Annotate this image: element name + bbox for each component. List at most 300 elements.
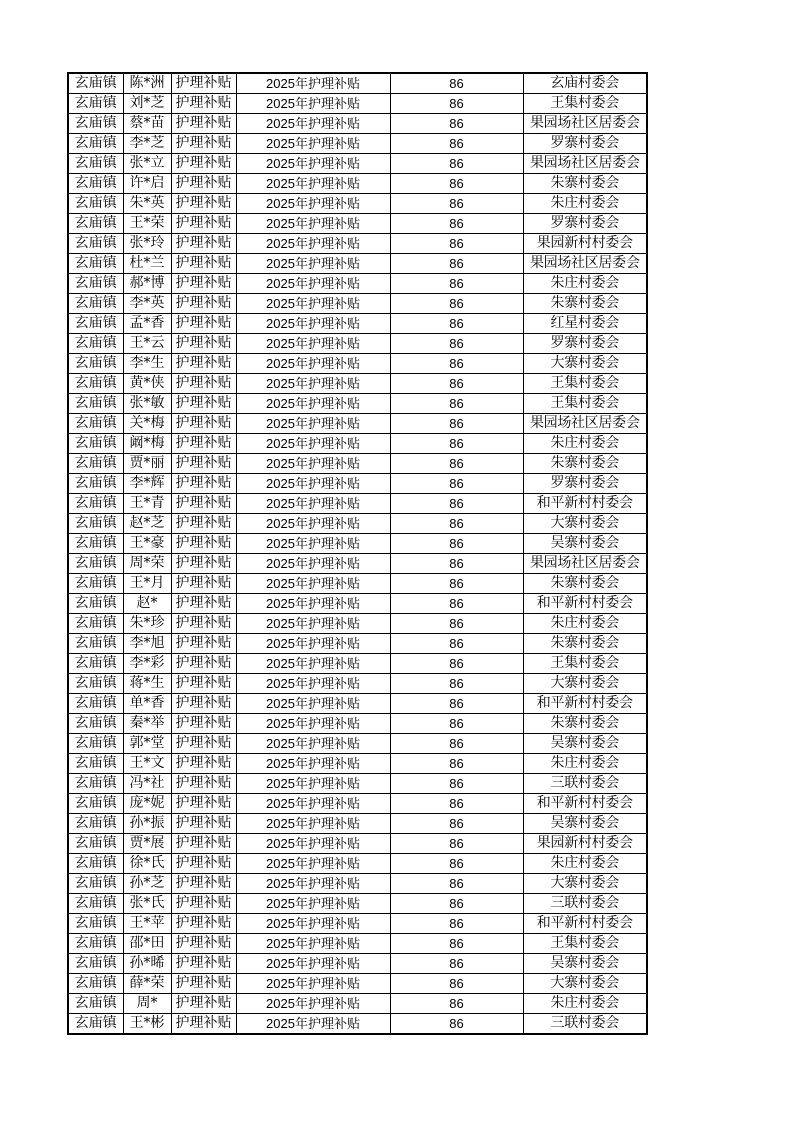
subsidy-type-cell: 护理补贴 <box>171 574 236 594</box>
village-committee-cell: 朱庄村委会 <box>523 194 647 214</box>
amount-cell: 86 <box>390 254 523 274</box>
table-row <box>68 994 647 1014</box>
town-cell: 玄庙镇 <box>68 834 123 854</box>
subsidy-item-cell: 2025年护理补贴 <box>236 834 390 854</box>
amount-cell: 86 <box>390 814 523 834</box>
amount-cell: 86 <box>390 414 523 434</box>
recipient-name-cell: 单*香 <box>123 694 171 714</box>
recipient-name-cell: 阚*梅 <box>123 434 171 454</box>
amount-cell: 86 <box>390 894 523 914</box>
recipient-name-cell: 邵*田 <box>123 934 171 954</box>
village-committee-cell: 吴寨村委会 <box>523 534 647 554</box>
subsidy-type-cell: 护理补贴 <box>171 334 236 354</box>
amount-cell: 86 <box>390 854 523 874</box>
table-row <box>68 874 647 894</box>
table-row <box>68 434 647 454</box>
town-cell: 玄庙镇 <box>68 234 123 254</box>
subsidy-type-cell: 护理补贴 <box>171 594 236 614</box>
village-committee-cell: 和平新村村委会 <box>523 694 647 714</box>
subsidy-type-cell: 护理补贴 <box>171 534 236 554</box>
village-committee-cell: 三联村委会 <box>523 774 647 794</box>
village-committee-cell: 吴寨村委会 <box>523 734 647 754</box>
subsidy-type-cell: 护理补贴 <box>171 654 236 674</box>
table-row <box>68 854 647 874</box>
recipient-name-cell: 王*荣 <box>123 214 171 234</box>
town-cell: 玄庙镇 <box>68 434 123 454</box>
town-cell: 玄庙镇 <box>68 734 123 754</box>
amount-cell: 86 <box>390 334 523 354</box>
town-cell: 玄庙镇 <box>68 514 123 534</box>
recipient-name-cell: 王*彬 <box>123 1014 171 1035</box>
subsidy-type-cell: 护理补贴 <box>171 134 236 154</box>
town-cell: 玄庙镇 <box>68 454 123 474</box>
village-committee-cell: 和平新村村委会 <box>523 494 647 514</box>
amount-cell: 86 <box>390 494 523 514</box>
table-row <box>68 454 647 474</box>
subsidy-type-cell: 护理补贴 <box>171 794 236 814</box>
subsidy-type-cell: 护理补贴 <box>171 634 236 654</box>
table-row <box>68 314 647 334</box>
subsidy-item-cell: 2025年护理补贴 <box>236 854 390 874</box>
subsidy-type-cell: 护理补贴 <box>171 674 236 694</box>
subsidy-item-cell: 2025年护理补贴 <box>236 94 390 114</box>
town-cell: 玄庙镇 <box>68 874 123 894</box>
recipient-name-cell: 孙*晞 <box>123 954 171 974</box>
recipient-name-cell: 朱*英 <box>123 194 171 214</box>
village-committee-cell: 朱庄村委会 <box>523 434 647 454</box>
village-committee-cell: 朱庄村委会 <box>523 274 647 294</box>
amount-cell: 86 <box>390 614 523 634</box>
subsidy-item-cell: 2025年护理补贴 <box>236 414 390 434</box>
subsidy-item-cell: 2025年护理补贴 <box>236 374 390 394</box>
recipient-name-cell: 贾*丽 <box>123 454 171 474</box>
amount-cell: 86 <box>390 674 523 694</box>
town-cell: 玄庙镇 <box>68 73 123 94</box>
subsidy-item-cell: 2025年护理补贴 <box>236 534 390 554</box>
town-cell: 玄庙镇 <box>68 634 123 654</box>
amount-cell: 86 <box>390 134 523 154</box>
amount-cell: 86 <box>390 474 523 494</box>
recipient-name-cell: 孟*香 <box>123 314 171 334</box>
village-committee-cell: 吴寨村委会 <box>523 814 647 834</box>
village-committee-cell: 果园场社区居委会 <box>523 414 647 434</box>
amount-cell: 86 <box>390 734 523 754</box>
table-row <box>68 194 647 214</box>
town-cell: 玄庙镇 <box>68 374 123 394</box>
recipient-name-cell: 李*英 <box>123 294 171 314</box>
recipient-name-cell: 陈*洲 <box>123 73 171 94</box>
subsidy-item-cell: 2025年护理补贴 <box>236 254 390 274</box>
subsidy-item-cell: 2025年护理补贴 <box>236 994 390 1014</box>
subsidy-item-cell: 2025年护理补贴 <box>236 234 390 254</box>
subsidy-item-cell: 2025年护理补贴 <box>236 874 390 894</box>
subsidy-item-cell: 2025年护理补贴 <box>236 274 390 294</box>
recipient-name-cell: 赵*芝 <box>123 514 171 534</box>
town-cell: 玄庙镇 <box>68 914 123 934</box>
recipient-name-cell: 郝*博 <box>123 274 171 294</box>
subsidy-type-cell: 护理补贴 <box>171 854 236 874</box>
subsidy-item-cell: 2025年护理补贴 <box>236 314 390 334</box>
table-row <box>68 814 647 834</box>
town-cell: 玄庙镇 <box>68 354 123 374</box>
recipient-name-cell: 孙*芝 <box>123 874 171 894</box>
subsidy-item-cell: 2025年护理补贴 <box>236 694 390 714</box>
table-row <box>68 894 647 914</box>
recipient-name-cell: 王*青 <box>123 494 171 514</box>
village-committee-cell: 王集村委会 <box>523 394 647 414</box>
table-row <box>68 154 647 174</box>
town-cell: 玄庙镇 <box>68 94 123 114</box>
town-cell: 玄庙镇 <box>68 494 123 514</box>
subsidy-item-cell: 2025年护理补贴 <box>236 334 390 354</box>
village-committee-cell: 果园场社区居委会 <box>523 554 647 574</box>
table-row <box>68 374 647 394</box>
village-committee-cell: 三联村委会 <box>523 1014 647 1035</box>
village-committee-cell: 朱寨村委会 <box>523 454 647 474</box>
subsidy-type-cell: 护理补贴 <box>171 694 236 714</box>
village-committee-cell: 朱庄村委会 <box>523 754 647 774</box>
subsidy-item-cell: 2025年护理补贴 <box>236 554 390 574</box>
subsidy-type-cell: 护理补贴 <box>171 774 236 794</box>
amount-cell: 86 <box>390 154 523 174</box>
subsidy-type-cell: 护理补贴 <box>171 194 236 214</box>
table-row <box>68 554 647 574</box>
village-committee-cell: 和平新村村委会 <box>523 914 647 934</box>
town-cell: 玄庙镇 <box>68 614 123 634</box>
village-committee-cell: 果园场社区居委会 <box>523 254 647 274</box>
subsidy-type-cell: 护理补贴 <box>171 614 236 634</box>
recipient-name-cell: 许*启 <box>123 174 171 194</box>
village-committee-cell: 果园新村村委会 <box>523 834 647 854</box>
recipient-name-cell: 冯*社 <box>123 774 171 794</box>
town-cell: 玄庙镇 <box>68 994 123 1014</box>
subsidy-item-cell: 2025年护理补贴 <box>236 934 390 954</box>
amount-cell: 86 <box>390 514 523 534</box>
table-row <box>68 334 647 354</box>
town-cell: 玄庙镇 <box>68 114 123 134</box>
village-committee-cell: 罗寨村委会 <box>523 134 647 154</box>
table-row <box>68 234 647 254</box>
town-cell: 玄庙镇 <box>68 534 123 554</box>
subsidy-type-cell: 护理补贴 <box>171 274 236 294</box>
subsidy-item-cell: 2025年护理补贴 <box>236 454 390 474</box>
table-row <box>68 934 647 954</box>
subsidy-type-cell: 护理补贴 <box>171 114 236 134</box>
recipient-name-cell: 张*氏 <box>123 894 171 914</box>
subsidy-type-cell: 护理补贴 <box>171 874 236 894</box>
amount-cell: 86 <box>390 754 523 774</box>
village-committee-cell: 王集村委会 <box>523 374 647 394</box>
village-committee-cell: 王集村委会 <box>523 654 647 674</box>
subsidy-type-cell: 护理补贴 <box>171 374 236 394</box>
table-row <box>68 614 647 634</box>
table-row <box>68 94 647 114</box>
recipient-name-cell: 徐*氏 <box>123 854 171 874</box>
town-cell: 玄庙镇 <box>68 774 123 794</box>
table-row <box>68 694 647 714</box>
table-row <box>68 394 647 414</box>
subsidy-item-cell: 2025年护理补贴 <box>236 494 390 514</box>
amount-cell: 86 <box>390 314 523 334</box>
recipient-name-cell: 黄*侠 <box>123 374 171 394</box>
table-row <box>68 494 647 514</box>
subsidy-item-cell: 2025年护理补贴 <box>236 674 390 694</box>
table-row <box>68 674 647 694</box>
town-cell: 玄庙镇 <box>68 194 123 214</box>
recipient-name-cell: 王*文 <box>123 754 171 774</box>
table-row <box>68 774 647 794</box>
table-row <box>68 114 647 134</box>
town-cell: 玄庙镇 <box>68 254 123 274</box>
amount-cell: 86 <box>390 954 523 974</box>
amount-cell: 86 <box>390 434 523 454</box>
recipient-name-cell: 朱*珍 <box>123 614 171 634</box>
town-cell: 玄庙镇 <box>68 694 123 714</box>
town-cell: 玄庙镇 <box>68 554 123 574</box>
recipient-name-cell: 孙*振 <box>123 814 171 834</box>
amount-cell: 86 <box>390 554 523 574</box>
subsidy-item-cell: 2025年护理补贴 <box>236 914 390 934</box>
village-committee-cell: 大寨村委会 <box>523 514 647 534</box>
table-row <box>68 174 647 194</box>
village-committee-cell: 朱庄村委会 <box>523 854 647 874</box>
subsidy-item-cell: 2025年护理补贴 <box>236 634 390 654</box>
town-cell: 玄庙镇 <box>68 154 123 174</box>
town-cell: 玄庙镇 <box>68 174 123 194</box>
village-committee-cell: 朱庄村委会 <box>523 994 647 1014</box>
recipient-name-cell: 张*敏 <box>123 394 171 414</box>
town-cell: 玄庙镇 <box>68 894 123 914</box>
amount-cell: 86 <box>390 194 523 214</box>
village-committee-cell: 大寨村委会 <box>523 974 647 994</box>
village-committee-cell: 和平新村村委会 <box>523 594 647 614</box>
town-cell: 玄庙镇 <box>68 954 123 974</box>
amount-cell: 86 <box>390 794 523 814</box>
town-cell: 玄庙镇 <box>68 754 123 774</box>
amount-cell: 86 <box>390 274 523 294</box>
recipient-name-cell: 李*芝 <box>123 134 171 154</box>
subsidy-type-cell: 护理补贴 <box>171 834 236 854</box>
village-committee-cell: 罗寨村委会 <box>523 334 647 354</box>
table-row <box>68 274 647 294</box>
town-cell: 玄庙镇 <box>68 574 123 594</box>
subsidy-item-cell: 2025年护理补贴 <box>236 214 390 234</box>
subsidy-type-cell: 护理补贴 <box>171 894 236 914</box>
subsidy-table <box>67 72 648 1035</box>
amount-cell: 86 <box>390 454 523 474</box>
amount-cell: 86 <box>390 574 523 594</box>
subsidy-type-cell: 护理补贴 <box>171 254 236 274</box>
subsidy-item-cell: 2025年护理补贴 <box>236 774 390 794</box>
table-row <box>68 974 647 994</box>
table-row <box>68 414 647 434</box>
subsidy-item-cell: 2025年护理补贴 <box>236 354 390 374</box>
amount-cell: 86 <box>390 774 523 794</box>
subsidy-type-cell: 护理补贴 <box>171 934 236 954</box>
town-cell: 玄庙镇 <box>68 414 123 434</box>
town-cell: 玄庙镇 <box>68 294 123 314</box>
subsidy-item-cell: 2025年护理补贴 <box>236 974 390 994</box>
subsidy-type-cell: 护理补贴 <box>171 174 236 194</box>
subsidy-item-cell: 2025年护理补贴 <box>236 434 390 454</box>
amount-cell: 86 <box>390 714 523 734</box>
table-row <box>68 654 647 674</box>
recipient-name-cell: 刘*芝 <box>123 94 171 114</box>
recipient-name-cell: 贾*展 <box>123 834 171 854</box>
subsidy-item-cell: 2025年护理补贴 <box>236 614 390 634</box>
amount-cell: 86 <box>390 834 523 854</box>
subsidy-type-cell: 护理补贴 <box>171 414 236 434</box>
town-cell: 玄庙镇 <box>68 714 123 734</box>
amount-cell: 86 <box>390 174 523 194</box>
amount-cell: 86 <box>390 1014 523 1035</box>
subsidy-item-cell: 2025年护理补贴 <box>236 894 390 914</box>
table-row <box>68 834 647 854</box>
town-cell: 玄庙镇 <box>68 314 123 334</box>
subsidy-item-cell: 2025年护理补贴 <box>236 174 390 194</box>
amount-cell: 86 <box>390 874 523 894</box>
subsidy-type-cell: 护理补贴 <box>171 474 236 494</box>
recipient-name-cell: 周* <box>123 994 171 1014</box>
subsidy-type-cell: 护理补贴 <box>171 454 236 474</box>
subsidy-type-cell: 护理补贴 <box>171 394 236 414</box>
subsidy-item-cell: 2025年护理补贴 <box>236 73 390 94</box>
village-committee-cell: 朱庄村委会 <box>523 614 647 634</box>
amount-cell: 86 <box>390 214 523 234</box>
town-cell: 玄庙镇 <box>68 934 123 954</box>
amount-cell: 86 <box>390 294 523 314</box>
subsidy-type-cell: 护理补贴 <box>171 234 236 254</box>
amount-cell: 86 <box>390 234 523 254</box>
town-cell: 玄庙镇 <box>68 854 123 874</box>
table-row <box>68 534 647 554</box>
amount-cell: 86 <box>390 73 523 94</box>
recipient-name-cell: 秦*举 <box>123 714 171 734</box>
subsidy-table-body <box>68 73 647 1034</box>
subsidy-type-cell: 护理补贴 <box>171 294 236 314</box>
amount-cell: 86 <box>390 94 523 114</box>
amount-cell: 86 <box>390 934 523 954</box>
town-cell: 玄庙镇 <box>68 974 123 994</box>
amount-cell: 86 <box>390 654 523 674</box>
village-committee-cell: 三联村委会 <box>523 894 647 914</box>
subsidy-type-cell: 护理补贴 <box>171 494 236 514</box>
table-row <box>68 754 647 774</box>
recipient-name-cell: 李*旭 <box>123 634 171 654</box>
table-row <box>68 294 647 314</box>
village-committee-cell: 大寨村委会 <box>523 874 647 894</box>
subsidy-type-cell: 护理补贴 <box>171 814 236 834</box>
amount-cell: 86 <box>390 534 523 554</box>
recipient-name-cell: 赵* <box>123 594 171 614</box>
subsidy-item-cell: 2025年护理补贴 <box>236 294 390 314</box>
subsidy-item-cell: 2025年护理补贴 <box>236 514 390 534</box>
town-cell: 玄庙镇 <box>68 134 123 154</box>
town-cell: 玄庙镇 <box>68 794 123 814</box>
subsidy-item-cell: 2025年护理补贴 <box>236 754 390 774</box>
subsidy-item-cell: 2025年护理补贴 <box>236 114 390 134</box>
subsidy-type-cell: 护理补贴 <box>171 73 236 94</box>
village-committee-cell: 大寨村委会 <box>523 354 647 374</box>
subsidy-item-cell: 2025年护理补贴 <box>236 814 390 834</box>
table-row <box>68 914 647 934</box>
subsidy-type-cell: 护理补贴 <box>171 314 236 334</box>
subsidy-type-cell: 护理补贴 <box>171 94 236 114</box>
table-row <box>68 954 647 974</box>
subsidy-type-cell: 护理补贴 <box>171 914 236 934</box>
subsidy-item-cell: 2025年护理补贴 <box>236 734 390 754</box>
village-committee-cell: 红星村委会 <box>523 314 647 334</box>
village-committee-cell: 大寨村委会 <box>523 674 647 694</box>
village-committee-cell: 吴寨村委会 <box>523 954 647 974</box>
table-row <box>68 214 647 234</box>
amount-cell: 86 <box>390 114 523 134</box>
town-cell: 玄庙镇 <box>68 214 123 234</box>
subsidy-type-cell: 护理补贴 <box>171 754 236 774</box>
subsidy-type-cell: 护理补贴 <box>171 354 236 374</box>
village-committee-cell: 朱寨村委会 <box>523 294 647 314</box>
subsidy-type-cell: 护理补贴 <box>171 734 236 754</box>
subsidy-type-cell: 护理补贴 <box>171 154 236 174</box>
table-row <box>68 254 647 274</box>
subsidy-item-cell: 2025年护理补贴 <box>236 654 390 674</box>
subsidy-item-cell: 2025年护理补贴 <box>236 1014 390 1035</box>
village-committee-cell: 果园场社区居委会 <box>523 114 647 134</box>
recipient-name-cell: 杜*兰 <box>123 254 171 274</box>
table-row <box>68 73 647 94</box>
table-row <box>68 474 647 494</box>
recipient-name-cell: 李*辉 <box>123 474 171 494</box>
recipient-name-cell: 薛*荣 <box>123 974 171 994</box>
table-row <box>68 714 647 734</box>
subsidy-item-cell: 2025年护理补贴 <box>236 794 390 814</box>
village-committee-cell: 朱寨村委会 <box>523 174 647 194</box>
table-row <box>68 734 647 754</box>
village-committee-cell: 玄庙村委会 <box>523 73 647 94</box>
town-cell: 玄庙镇 <box>68 674 123 694</box>
table-row <box>68 134 647 154</box>
recipient-name-cell: 王*豪 <box>123 534 171 554</box>
village-committee-cell: 果园新村村委会 <box>523 234 647 254</box>
recipient-name-cell: 蒋*生 <box>123 674 171 694</box>
town-cell: 玄庙镇 <box>68 654 123 674</box>
subsidy-item-cell: 2025年护理补贴 <box>236 134 390 154</box>
amount-cell: 86 <box>390 354 523 374</box>
subsidy-type-cell: 护理补贴 <box>171 214 236 234</box>
village-committee-cell: 朱寨村委会 <box>523 574 647 594</box>
amount-cell: 86 <box>390 694 523 714</box>
amount-cell: 86 <box>390 914 523 934</box>
town-cell: 玄庙镇 <box>68 814 123 834</box>
subsidy-type-cell: 护理补贴 <box>171 434 236 454</box>
subsidy-item-cell: 2025年护理补贴 <box>236 394 390 414</box>
town-cell: 玄庙镇 <box>68 594 123 614</box>
amount-cell: 86 <box>390 394 523 414</box>
town-cell: 玄庙镇 <box>68 474 123 494</box>
amount-cell: 86 <box>390 994 523 1014</box>
village-committee-cell: 王集村委会 <box>523 934 647 954</box>
town-cell: 玄庙镇 <box>68 1014 123 1035</box>
village-committee-cell: 王集村委会 <box>523 94 647 114</box>
subsidy-item-cell: 2025年护理补贴 <box>236 594 390 614</box>
subsidy-type-cell: 护理补贴 <box>171 974 236 994</box>
recipient-name-cell: 李*彩 <box>123 654 171 674</box>
subsidy-item-cell: 2025年护理补贴 <box>236 574 390 594</box>
table-row <box>68 514 647 534</box>
subsidy-type-cell: 护理补贴 <box>171 714 236 734</box>
recipient-name-cell: 郭*堂 <box>123 734 171 754</box>
village-committee-cell: 罗寨村委会 <box>523 214 647 234</box>
